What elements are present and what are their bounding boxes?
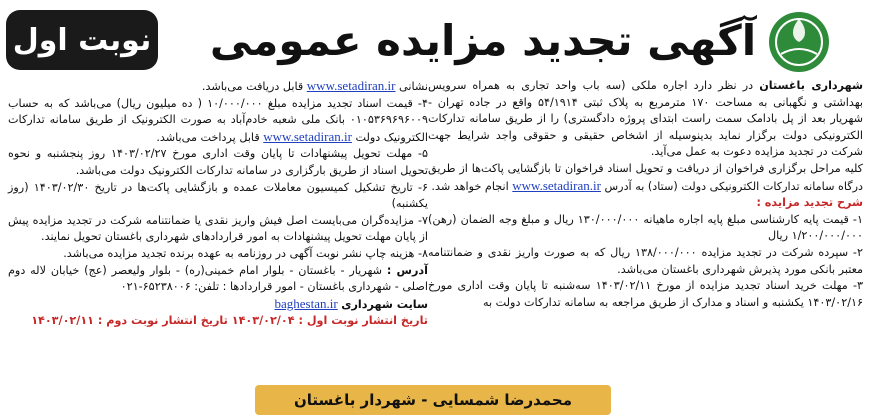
item4-text-end: قابل پرداخت می‌باشد.: [156, 130, 260, 144]
item4-text: ۴- قیمت اسناد تجدید مزایده مبلغ ۱۰/۰۰۰/۰۰۰ ( ده میلیون ریال) می‌باشد که به حساب ۰۱۰۵۳۶۹۶۹۶۰۰۹ بانک ملی شعبه خادم‌آباد به صورت الکترونیک از طریق سامانه تدارکات الکترونیک دولت: [8, 96, 428, 144]
right-column: [428, 78, 863, 311]
intro-org: شهرداری باغستان: [759, 79, 863, 92]
condition-item-4: [8, 96, 428, 147]
condition-item-1: ۱- قیمت پایه کارشناسی مبلغ پایه اجاره ماهیانه ۱۳۰/۰۰۰/۰۰۰ ریال و مبلغ وجه الضمان (رهن) ۱/۲۰۰/۰۰۰/۰۰۰ ریال: [428, 212, 863, 243]
setad-link-2[interactable]: www.setadiran.ir: [306, 78, 396, 93]
website-line: [8, 296, 428, 314]
portal-paragraph: [428, 161, 863, 195]
publication-dates: [8, 313, 428, 330]
condition-item-3: ۳- مهلت خرید اسناد تجدید مزایده از مورخ ۱۴۰۳/۰۲/۱۱ سه‌شنبه تا پایان وقت اداری مورخ ۱۴۰۳/۰۲/۱۶ یکشنبه و اسناد و مدارک از طریق مراجعه به سامانه تدارکات دولت به: [428, 279, 863, 309]
intro-paragraph: [428, 78, 863, 161]
address-suffix: قابل دریافت می‌باشد.: [201, 80, 304, 93]
conditions-title: شرح تجدید مزایده :: [756, 196, 863, 210]
setad-link-3[interactable]: www.setadiran.ir: [263, 128, 352, 144]
baghestan-link[interactable]: baghestan.ir: [274, 295, 338, 311]
address-prefix: نشانی: [399, 80, 428, 93]
condition-item-8: ۸- هزینه چاپ نشر نوبت آگهی در روزنامه به عهده برنده تجدید مزایده می‌باشد.: [63, 246, 428, 260]
address-label: آدرس :: [386, 263, 428, 277]
condition-item-5: ۵- مهلت تحویل پیشنهادات تا پایان وقت اداری مورخ ۱۴۰۳/۰۲/۲۷ روز پنجشنبه و نحوه تحویل اسناد از طریق بارگزاری در سامانه تدارکات الکترونیک دولت می‌باشد.: [8, 147, 428, 177]
pub-date-second: تاریخ انتشار نوبت دوم : ۱۴۰۳/۰۲/۱۱: [31, 314, 228, 328]
pub-date-first: تاریخ انتشار نوبت اول : ۱۴۰۳/۰۲/۰۴: [231, 314, 428, 328]
intro-text: در نظر دارد اجاره ملکی (سه باب واحد تجاری به همراه سرویس بهداشتی و نگهبانی به مساحت ۱۷۰ مترمربع به پلاک ثبتی ۵۴/۱۹۱۴ واقع در جاده تهران - شهریار بعد از پل بادامک سمت راست ابتدای پروژه دادگستری) را از طریق سامانه تدارکات الکترونیکی دولت برگزار نماید بدینوسیله از اشخاص حقیقی و حقوقی واجد شرایط جهت شرکت در تجدید مزایده دعوت به عمل می‌آید.: [428, 79, 863, 159]
condition-item-7: ۷- مزایده‌گران می‌بایست اصل فیش واریز نقدی یا ضمانتنامه شرکت در تجدید مزایده پیش از پایان مهلت تحویل پیشنهادات به امور قراردادهای شهرداری باغستان تحویل نمایند.: [8, 213, 428, 244]
condition-item-6: ۶- تاریخ تشکیل کمیسیون معاملات عمده و بازگشایی پاکت‌ها در تاریخ ۱۴۰۳/۰۲/۳۰ (روز یکشنبه): [8, 180, 428, 211]
condition-item-2: ۲- سپرده شرکت در تجدید مزایده ۱۳۸/۰۰۰/۰۰۰ ریال که به صورت واریز نقدی و ضمانتنامه معتبر بانکی مورد پذیرش شهرداری باغستان می‌باشد.: [428, 245, 863, 276]
first-round-badge: نوبت اول: [6, 10, 158, 70]
municipality-logo-icon: [767, 10, 831, 74]
portal-text: کلیه مراحل برگزاری فراخوان از دریافت و تحویل اسناد فراخوان تا بازگشایی پاکت‌ها از طریق درگاه سامانه تدارکات الکترونیکی دولت (ستاد) به آدرس: [428, 161, 863, 193]
website-label: سایت شهرداری: [341, 297, 428, 311]
header: [0, 4, 871, 76]
address-text: شهریار - باغستان - بلوار امام خمینی(ره) - بلوار ولیعصر (عج) خیابان لاله دوم اصلی - شهرداری باغستان - امور قراردادها : تلفن: ۶۵۲۳۸۰۰۶-۰۲۱: [8, 263, 428, 294]
left-column: [8, 78, 428, 330]
portal-text-end: انجام خواهد شد.: [431, 179, 509, 193]
page-title: آگهی تجدید مزایده عمومی: [209, 16, 757, 65]
address-block: [8, 263, 428, 296]
setad-link[interactable]: www.setadiran.ir: [512, 177, 601, 193]
mayor-signature-bar: محمدرضا شمسایی - شهردار باغستان: [255, 385, 611, 415]
address-line: [8, 78, 428, 96]
